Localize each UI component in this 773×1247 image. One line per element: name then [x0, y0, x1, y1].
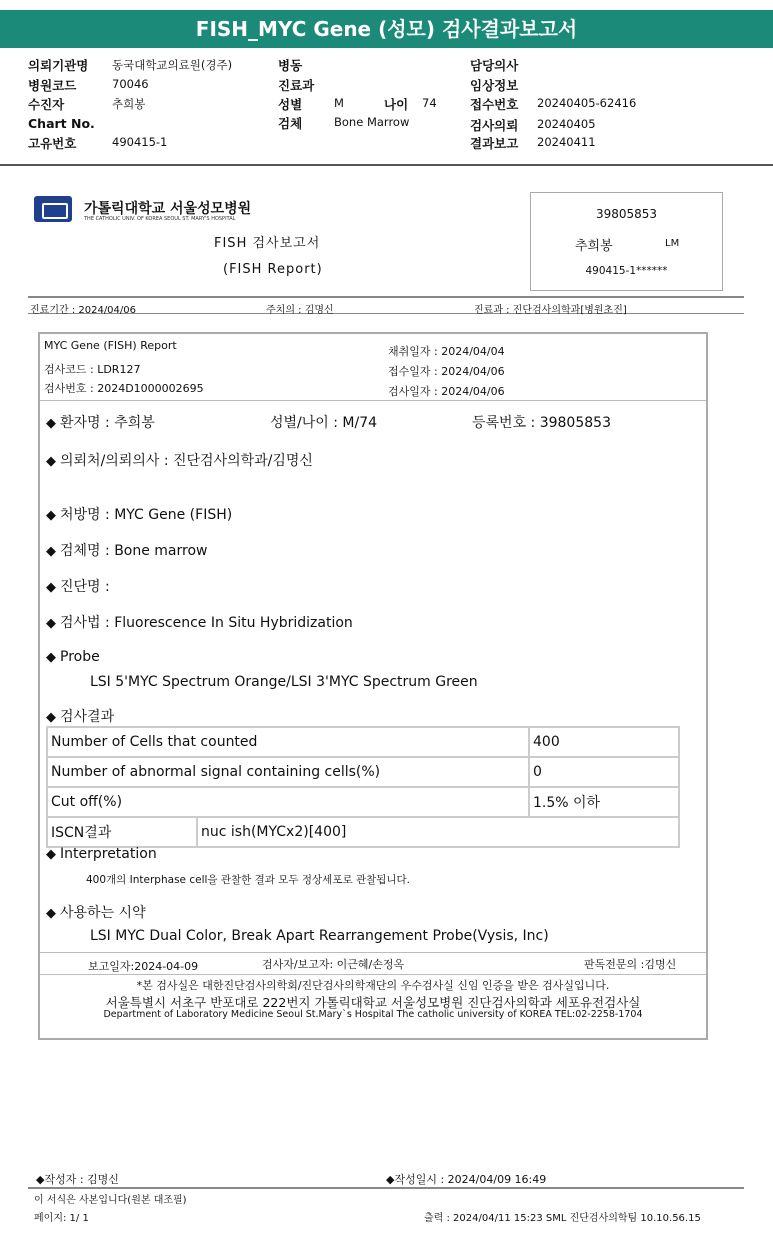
age-value: 74	[422, 96, 437, 110]
result-value: 20240411	[537, 135, 596, 149]
result-row-value: 400	[529, 727, 679, 757]
received-date: 접수일자 : 2024/04/06	[388, 365, 505, 378]
clinical-info-label: 임상정보	[470, 78, 519, 93]
id-tag: LM	[665, 238, 680, 249]
page-number: 페이지: 1/ 1	[34, 1213, 89, 1224]
attending-doctor: 주치의 : 김명신	[266, 305, 334, 316]
diamond-icon: ◆	[46, 544, 56, 559]
written-datetime: ◆작성일시 : 2024/04/09 16:49	[386, 1173, 547, 1186]
institution-value: 동국대학교의료원(경주)	[112, 58, 233, 72]
sex-age: 성별/나이 : M/74	[270, 415, 378, 431]
report-name: MYC Gene (FISH) Report	[44, 339, 177, 352]
diamond-icon: ◆	[46, 508, 56, 523]
divider	[28, 1187, 744, 1189]
table-row	[47, 787, 679, 817]
unique-value: 490415-1	[112, 135, 168, 149]
tested-date: 검사일자 : 2024/04/06	[388, 385, 505, 398]
report-date: 보고일자:2024-04-09	[88, 960, 199, 973]
hospital-code-value: 70046	[112, 77, 149, 91]
reagent-label: 사용하는 시약	[60, 905, 146, 921]
sex-label: 성별	[278, 97, 303, 112]
table-row	[47, 727, 679, 757]
reporter: 검사자/보고자: 이근혜/손정옥	[262, 958, 405, 971]
iscn-value: nuc ish(MYCx2)[400]	[197, 817, 679, 847]
fish-report-subtitle: (FISH Report)	[223, 262, 323, 277]
dept-label: 진료과	[278, 78, 315, 93]
report-body	[38, 332, 708, 1040]
visit-info-line	[28, 296, 744, 314]
reagent-heading	[46, 902, 146, 922]
diamond-icon: ◆	[46, 847, 56, 862]
author: ◆작성자 : 김명신	[36, 1173, 119, 1186]
table-row	[47, 817, 679, 847]
result-heading-label: 검사결과	[60, 709, 115, 725]
diamond-icon: ◆	[46, 906, 56, 921]
patient-name: 환자명 : 추희봉	[60, 415, 155, 431]
patient-line	[46, 412, 712, 432]
result-table	[46, 726, 680, 848]
divider	[40, 952, 706, 953]
test-code: 검사코드 : LDR127	[44, 363, 141, 376]
specimen-label: 검체	[278, 116, 303, 131]
print-info: 출력 : 2024/04/11 15:23 SML 진단검사의학팀 10.10.56.15	[424, 1213, 701, 1224]
receipt-label: 접수번호	[470, 97, 519, 112]
id-name: 추희봉	[575, 239, 613, 254]
receipt-value: 20240405-62416	[537, 96, 637, 110]
result-row-label: Number of Cells that counted	[47, 727, 529, 757]
result-row-label: Cut off(%)	[47, 787, 529, 817]
probe-value: LSI 5'MYC Spectrum Orange/LSI 3'MYC Spectrum Green	[90, 674, 478, 690]
specimen-value: Bone Marrow	[334, 115, 410, 129]
unique-label: 고유번호	[28, 136, 77, 151]
id-rrn: 490415-1******	[585, 265, 668, 277]
lab-address: 서울특별시 서초구 반포대로 222번지 가톨릭대학교 서울성모병원 진단검사의학과 세포유전검사실	[105, 995, 641, 1010]
request-value: 20240405	[537, 117, 596, 131]
hospital-logo	[34, 196, 252, 222]
specimen-line	[46, 540, 208, 560]
collected-date: 채취일자 : 2024/04/04	[388, 345, 505, 358]
fish-report-title: FISH 검사보고서	[214, 236, 321, 251]
result-row-value: 1.5% 이하	[529, 787, 679, 817]
requester: 의뢰처/의뢰의사 : 진단검사의학과/김명신	[60, 453, 313, 469]
sex-value: M	[334, 96, 344, 110]
probe-label: Probe	[60, 649, 100, 665]
visit-period: 진료기간 : 2024/04/06	[30, 305, 137, 316]
iscn-label: ISCN결과	[47, 817, 197, 847]
visit-dept: 진료과 : 진단검사의학과[병원초진]	[474, 305, 627, 316]
certification-note: *본 검사실은 대한진단검사의학회/진단검사의학재단의 우수검사실 신임 인증을 받은 검사실입니다.	[136, 979, 610, 992]
interpretation-label: Interpretation	[60, 846, 157, 862]
table-row	[47, 757, 679, 787]
test-number: 검사번호 : 2024D1000002695	[44, 382, 204, 395]
divider	[40, 974, 706, 975]
order-line	[46, 504, 232, 524]
doctor-label: 담당의사	[470, 58, 519, 73]
reagent-value: LSI MYC Dual Color, Break Apart Rearrangement Probe(Vysis, Inc)	[90, 928, 549, 944]
test-method: 검사법 : Fluorescence In Situ Hybridization	[60, 615, 353, 631]
diamond-icon: ◆	[46, 454, 56, 469]
hospital-name-en: THE CATHOLIC UNIV. OF KOREA SEOUL ST. MARY'S HOSPITAL	[84, 216, 236, 222]
divider	[40, 400, 706, 401]
institution-label: 의뢰기관명	[28, 58, 89, 73]
patient-label: 수진자	[28, 97, 65, 112]
age-label: 나이	[384, 97, 409, 112]
request-header	[0, 54, 773, 166]
diamond-icon: ◆	[46, 416, 56, 431]
result-row-label: Number of abnormal signal containing cells(%)	[47, 757, 529, 787]
hospital-emblem-icon	[34, 196, 72, 222]
specimen-name: 검체명 : Bone marrow	[60, 543, 208, 559]
reading-physician: 판독전문의 :김명신	[584, 958, 677, 971]
diamond-icon: ◆	[46, 580, 56, 595]
diamond-icon: ◆	[46, 616, 56, 631]
order-name: 처방명 : MYC Gene (FISH)	[60, 507, 233, 523]
requester-line	[46, 450, 313, 470]
id-number: 39805853	[595, 207, 658, 221]
copy-note: 이 서식은 사본입니다(원본 대조필)	[34, 1195, 187, 1206]
lab-dept-en: Department of Laboratory Medicine Seoul St.Mary`s Hospital The catholic university of KOREA TEL:02-2258-1704	[103, 1009, 643, 1020]
report-title-bar: FISH_MYC Gene (성모) 검사결과보고서	[0, 10, 773, 48]
diagnosis: 진단명 :	[60, 579, 110, 595]
ward-label: 병동	[278, 58, 303, 73]
diagnosis-line	[46, 576, 110, 596]
registration-number: 등록번호 : 39805853	[472, 415, 611, 431]
hospital-name: 가톨릭대학교 서울성모병원	[84, 201, 252, 217]
patient-value: 추희봉	[112, 97, 146, 111]
diamond-icon: ◆	[46, 650, 56, 665]
method-line	[46, 612, 353, 632]
patient-id-box	[530, 192, 723, 291]
result-row-value: 0	[529, 757, 679, 787]
request-label: 검사의뢰	[470, 118, 519, 133]
probe-line	[46, 649, 100, 665]
interpretation-text: 400개의 Interphase cell을 관찰한 결과 모두 정상세포로 관찰됩니다.	[86, 874, 410, 886]
result-heading	[46, 706, 114, 726]
result-label: 결과보고	[470, 136, 519, 151]
hospital-code-label: 병원코드	[28, 78, 77, 93]
chart-label: Chart No.	[28, 116, 95, 131]
interpretation-heading	[46, 846, 157, 862]
diamond-icon: ◆	[46, 710, 56, 725]
